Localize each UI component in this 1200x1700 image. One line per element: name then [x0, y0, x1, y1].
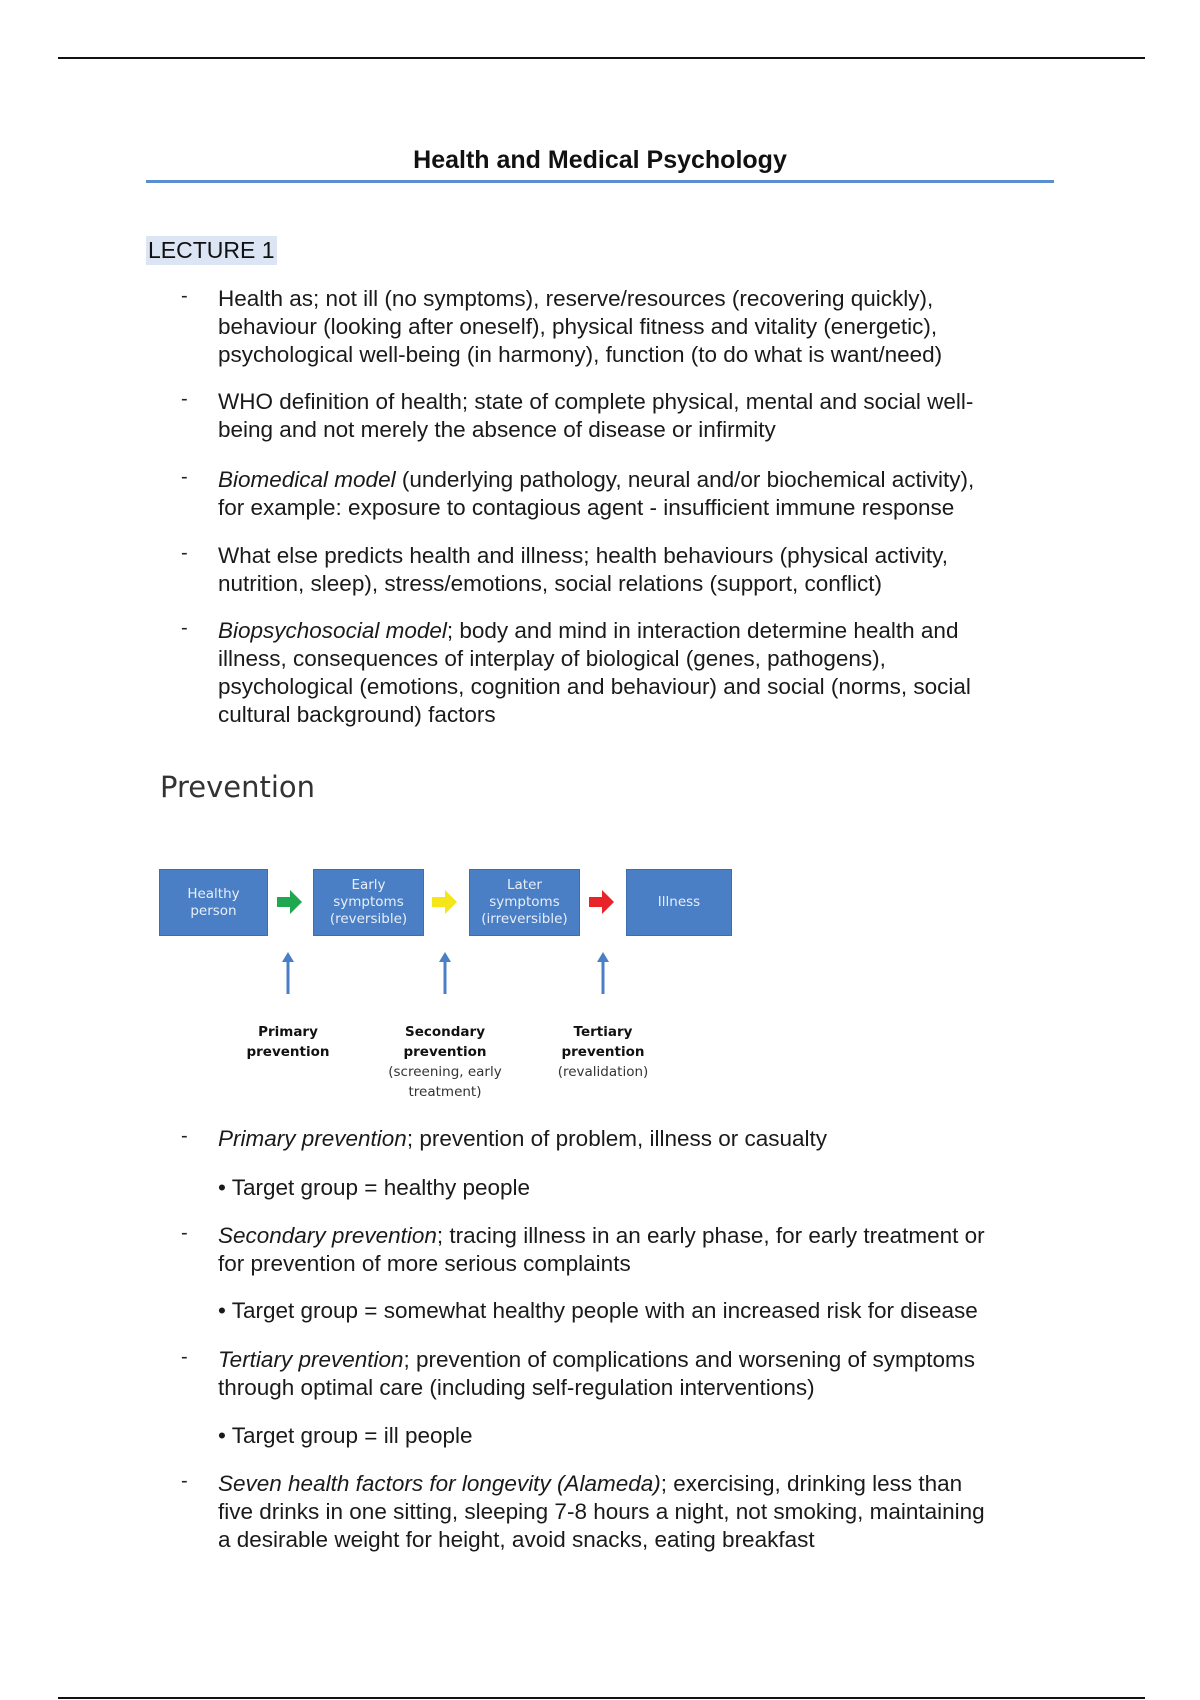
- page-bottom-rule: [58, 1697, 1145, 1699]
- right-arrow-icon-yellow: [432, 889, 458, 915]
- bullet-dash: -: [181, 388, 188, 410]
- label-secondary-prevention: Secondary prevention (screening, early treatment): [388, 1024, 502, 1100]
- label-primary-prevention: Primary prevention: [246, 1024, 330, 1060]
- arrow-shape: [432, 890, 457, 914]
- bullet-text: Health as; not ill (no symptoms), reserve/resources (recovering quickly), behaviour (looking after oneself), physical fitness and vitality (energetic), psychological well-being (in harmony), function (to do what is want/need): [218, 286, 943, 367]
- stage-box-illness: Illness: [626, 869, 732, 936]
- right-arrow-icon-red: [589, 889, 615, 915]
- stage-box-early: Early symptoms (reversible): [313, 869, 424, 936]
- up-arrow-icon-primary: [281, 952, 295, 994]
- title-underline: [146, 180, 1054, 183]
- bullet-text: Tertiary prevention; prevention of complications and worsening of symptoms through optimal care (including self-regulation interventions): [218, 1347, 976, 1400]
- bullet-dash: -: [181, 1470, 188, 1492]
- sub-bullet: • Target group = ill people: [218, 1423, 473, 1448]
- right-arrow-icon-green: [277, 889, 303, 915]
- bullet-dash: -: [181, 1346, 188, 1368]
- arrow-shape: [589, 890, 614, 914]
- bullet-text: Primary prevention; prevention of problem, illness or casualty: [218, 1126, 828, 1151]
- sub-bullet: • Target group = healthy people: [218, 1175, 531, 1200]
- bullet-text: Secondary prevention; tracing illness in an early phase, for early treatment or for prevention of more serious complaints: [218, 1223, 985, 1276]
- up-arrow-icon-secondary: [438, 952, 452, 994]
- bullet-dash: -: [181, 285, 188, 307]
- bullet-dash: -: [181, 1222, 188, 1244]
- bullet-dash: -: [181, 1125, 188, 1147]
- bullet-dash: -: [181, 617, 188, 639]
- label-tertiary-prevention: Tertiary prevention (revalidation): [557, 1024, 649, 1080]
- arrow-shape: [277, 890, 302, 914]
- prevention-heading: Prevention: [160, 770, 316, 804]
- up-arrow-icon-tertiary: [596, 952, 610, 994]
- bullet-text: Seven health factors for longevity (Alameda); exercising, drinking less than five drinks in one sitting, sleeping 7-8 hours a night, not smoking, maintaining a desirable weight for height, avoid snacks, eating breakfast: [218, 1471, 985, 1552]
- page-top-rule: [58, 57, 1145, 59]
- lecture-heading: LECTURE 1: [148, 237, 275, 263]
- bullet-dash: -: [181, 542, 188, 564]
- bullet-text: WHO definition of health; state of complete physical, mental and social well- being and not merely the absence of disease or infirmity: [218, 389, 974, 442]
- bullet-text: Biomedical model (underlying pathology, neural and/or biochemical activity), for example: exposure to contagious agent - insufficient immune response: [218, 467, 975, 520]
- bullet-text: What else predicts health and illness; health behaviours (physical activity, nutrition, sleep), stress/emotions, social relations (support, conflict): [218, 543, 948, 596]
- stage-box-healthy: Healthy person: [159, 869, 268, 936]
- bullet-dash: -: [181, 466, 188, 488]
- sub-bullet: • Target group = somewhat healthy people with an increased risk for disease: [218, 1298, 978, 1323]
- stage-box-later: Later symptoms (irreversible): [469, 869, 580, 936]
- bullet-text: Biopsychosocial model; body and mind in interaction determine health and illness, consequences of interplay of biological (genes, pathogens), psychological (emotions, cognition and behaviour) and social (norms, social cultural background) factors: [218, 618, 971, 727]
- page-title: Health and Medical Psychology: [413, 146, 787, 174]
